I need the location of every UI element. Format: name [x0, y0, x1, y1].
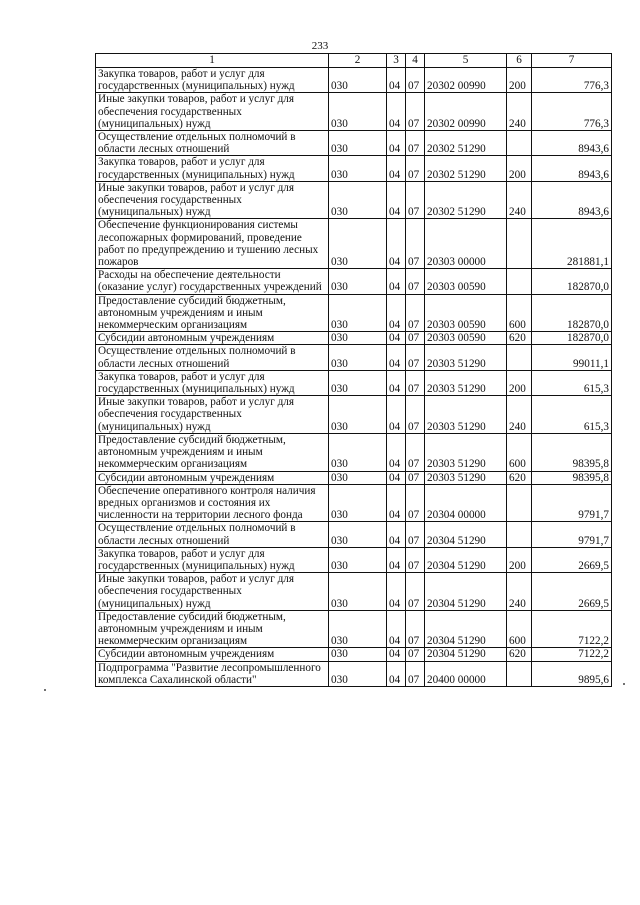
- row-target-code-cell: 20303 51290: [425, 433, 507, 471]
- row-amount-cell: 7122,2: [532, 648, 612, 661]
- row-code-cell: 030: [329, 93, 387, 131]
- row-subsection-cell: 07: [406, 648, 425, 661]
- row-subsection-cell: 07: [406, 294, 425, 332]
- row-amount-cell: 9791,7: [532, 484, 612, 522]
- row-section-cell: 04: [387, 332, 406, 345]
- row-amount-cell: 2669,5: [532, 573, 612, 611]
- table-row: [96, 294, 612, 332]
- row-code-cell: 030: [329, 345, 387, 370]
- row-target-code-cell: 20303 51290: [425, 345, 507, 370]
- table-row: [96, 610, 612, 648]
- table-row: [96, 648, 612, 661]
- row-section-cell: 04: [387, 269, 406, 294]
- table-row: [96, 269, 612, 294]
- table-row: [96, 471, 612, 484]
- row-amount-cell: 776,3: [532, 93, 612, 131]
- row-target-code-cell: 20304 51290: [425, 573, 507, 611]
- row-subsection-cell: 07: [406, 68, 425, 93]
- row-expense-type-cell: 620: [507, 471, 532, 484]
- table-row: [96, 573, 612, 611]
- row-amount-cell: 2669,5: [532, 547, 612, 572]
- row-subsection-cell: 07: [406, 93, 425, 131]
- table-row: [96, 661, 612, 686]
- budget-table: [95, 53, 612, 687]
- row-expense-type-cell: [507, 131, 532, 156]
- row-target-code-cell: 20302 51290: [425, 181, 507, 219]
- row-expense-type-cell: [507, 269, 532, 294]
- row-amount-cell: 9791,7: [532, 522, 612, 547]
- row-subsection-cell: 07: [406, 345, 425, 370]
- row-subsection-cell: 07: [406, 131, 425, 156]
- row-target-code-cell: 20303 51290: [425, 396, 507, 434]
- row-name-cell: Предоставление субсидий бюджетным, автономным учреждениям и иным некоммерческим организациям: [96, 294, 329, 332]
- row-section-cell: 04: [387, 294, 406, 332]
- row-name-cell: Субсидии автономным учреждениям: [96, 471, 329, 484]
- row-expense-type-cell: 600: [507, 433, 532, 471]
- row-name-cell: Расходы на обеспечение деятельности (оказание услуг) государственных учреждений: [96, 269, 329, 294]
- table-row: [96, 156, 612, 181]
- row-code-cell: 030: [329, 131, 387, 156]
- row-code-cell: 030: [329, 68, 387, 93]
- row-code-cell: 030: [329, 648, 387, 661]
- row-section-cell: 04: [387, 433, 406, 471]
- row-amount-cell: 182870,0: [532, 269, 612, 294]
- row-amount-cell: 98395,8: [532, 471, 612, 484]
- row-subsection-cell: 07: [406, 522, 425, 547]
- row-amount-cell: 615,3: [532, 396, 612, 434]
- row-amount-cell: 7122,2: [532, 610, 612, 648]
- row-name-cell: Осуществление отдельных полномочий в области лесных отношений: [96, 345, 329, 370]
- row-name-cell: Осуществление отдельных полномочий в области лесных отношений: [96, 522, 329, 547]
- row-code-cell: 030: [329, 332, 387, 345]
- row-subsection-cell: 07: [406, 573, 425, 611]
- row-name-cell: Субсидии автономным учреждениям: [96, 648, 329, 661]
- row-name-cell: Субсидии автономным учреждениям: [96, 332, 329, 345]
- row-section-cell: 04: [387, 156, 406, 181]
- row-code-cell: 030: [329, 547, 387, 572]
- row-target-code-cell: 20303 00590: [425, 332, 507, 345]
- row-section-cell: 04: [387, 131, 406, 156]
- row-name-cell: Предоставление субсидий бюджетным, автономным учреждениям и иным некоммерческим организациям: [96, 433, 329, 471]
- row-subsection-cell: 07: [406, 370, 425, 395]
- table-row: [96, 332, 612, 345]
- row-expense-type-cell: [507, 345, 532, 370]
- row-code-cell: 030: [329, 484, 387, 522]
- row-expense-type-cell: [507, 522, 532, 547]
- header-row: [96, 54, 612, 68]
- row-subsection-cell: 07: [406, 610, 425, 648]
- row-name-cell: Иные закупки товаров, работ и услуг для обеспечения государственных (муниципальных) нужд: [96, 181, 329, 219]
- row-target-code-cell: 20303 00000: [425, 219, 507, 269]
- row-expense-type-cell: 200: [507, 68, 532, 93]
- row-section-cell: 04: [387, 661, 406, 686]
- row-amount-cell: 98395,8: [532, 433, 612, 471]
- row-target-code-cell: 20303 00590: [425, 294, 507, 332]
- table-row: [96, 131, 612, 156]
- row-target-code-cell: 20400 00000: [425, 661, 507, 686]
- row-target-code-cell: 20302 51290: [425, 131, 507, 156]
- row-expense-type-cell: 200: [507, 370, 532, 395]
- row-code-cell: 030: [329, 219, 387, 269]
- row-name-cell: Иные закупки товаров, работ и услуг для обеспечения государственных (муниципальных) нужд: [96, 396, 329, 434]
- row-name-cell: Иные закупки товаров, работ и услуг для обеспечения государственных (муниципальных) нужд: [96, 573, 329, 611]
- row-name-cell: Закупка товаров, работ и услуг для государственных (муниципальных) нужд: [96, 370, 329, 395]
- row-section-cell: 04: [387, 547, 406, 572]
- row-expense-type-cell: 240: [507, 181, 532, 219]
- column-header-6: 6: [507, 54, 532, 68]
- row-name-cell: Закупка товаров, работ и услуг для государственных (муниципальных) нужд: [96, 156, 329, 181]
- row-subsection-cell: 07: [406, 396, 425, 434]
- row-amount-cell: 8943,6: [532, 181, 612, 219]
- column-header-7: 7: [532, 54, 612, 68]
- row-expense-type-cell: 240: [507, 573, 532, 611]
- row-amount-cell: 99011,1: [532, 345, 612, 370]
- row-target-code-cell: 20303 00590: [425, 269, 507, 294]
- row-expense-type-cell: 240: [507, 396, 532, 434]
- row-target-code-cell: 20302 00990: [425, 68, 507, 93]
- row-section-cell: 04: [387, 370, 406, 395]
- row-target-code-cell: 20302 51290: [425, 156, 507, 181]
- row-target-code-cell: 20304 00000: [425, 484, 507, 522]
- table-row: [96, 370, 612, 395]
- row-expense-type-cell: 200: [507, 156, 532, 181]
- row-section-cell: 04: [387, 68, 406, 93]
- row-expense-type-cell: [507, 219, 532, 269]
- scan-speck: [44, 689, 46, 691]
- row-amount-cell: 182870,0: [532, 332, 612, 345]
- row-name-cell: Закупка товаров, работ и услуг для государственных (муниципальных) нужд: [96, 68, 329, 93]
- row-name-cell: Осуществление отдельных полномочий в области лесных отношений: [96, 131, 329, 156]
- row-amount-cell: 776,3: [532, 68, 612, 93]
- row-expense-type-cell: 620: [507, 332, 532, 345]
- row-code-cell: 030: [329, 471, 387, 484]
- row-subsection-cell: 07: [406, 661, 425, 686]
- row-subsection-cell: 07: [406, 332, 425, 345]
- row-code-cell: 030: [329, 610, 387, 648]
- row-code-cell: 030: [329, 522, 387, 547]
- row-section-cell: 04: [387, 345, 406, 370]
- row-name-cell: Подпрограмма "Развитие лесопромышленного комплекса Сахалинской области": [96, 661, 329, 686]
- row-code-cell: 030: [329, 181, 387, 219]
- column-header-1: 1: [96, 54, 329, 68]
- row-target-code-cell: 20304 51290: [425, 610, 507, 648]
- row-amount-cell: 182870,0: [532, 294, 612, 332]
- table-row: [96, 93, 612, 131]
- row-code-cell: 030: [329, 156, 387, 181]
- row-expense-type-cell: [507, 484, 532, 522]
- row-amount-cell: 281881,1: [532, 219, 612, 269]
- row-amount-cell: 8943,6: [532, 156, 612, 181]
- row-target-code-cell: 20304 51290: [425, 522, 507, 547]
- row-code-cell: 030: [329, 433, 387, 471]
- row-code-cell: 030: [329, 269, 387, 294]
- row-name-cell: Предоставление субсидий бюджетным, автономным учреждениям и иным некоммерческим организациям: [96, 610, 329, 648]
- row-section-cell: 04: [387, 484, 406, 522]
- row-expense-type-cell: [507, 661, 532, 686]
- row-section-cell: 04: [387, 93, 406, 131]
- table-row: [96, 181, 612, 219]
- table-row: [96, 396, 612, 434]
- row-subsection-cell: 07: [406, 471, 425, 484]
- row-section-cell: 04: [387, 471, 406, 484]
- row-amount-cell: 9895,6: [532, 661, 612, 686]
- table-row: [96, 219, 612, 269]
- row-code-cell: 030: [329, 573, 387, 611]
- row-expense-type-cell: 620: [507, 648, 532, 661]
- row-subsection-cell: 07: [406, 269, 425, 294]
- scan-speck: [623, 683, 625, 685]
- row-expense-type-cell: 600: [507, 294, 532, 332]
- row-subsection-cell: 07: [406, 433, 425, 471]
- row-expense-type-cell: 600: [507, 610, 532, 648]
- column-header-5: 5: [425, 54, 507, 68]
- row-code-cell: 030: [329, 294, 387, 332]
- table-row: [96, 522, 612, 547]
- table-row: [96, 547, 612, 572]
- row-section-cell: 04: [387, 648, 406, 661]
- table-body: [96, 68, 612, 687]
- table-row: [96, 484, 612, 522]
- row-expense-type-cell: 240: [507, 93, 532, 131]
- page-number: 233: [311, 40, 329, 52]
- column-header-4: 4: [406, 54, 425, 68]
- table-row: [96, 68, 612, 93]
- column-header-3: 3: [387, 54, 406, 68]
- table-row: [96, 433, 612, 471]
- row-section-cell: 04: [387, 219, 406, 269]
- row-subsection-cell: 07: [406, 484, 425, 522]
- row-subsection-cell: 07: [406, 547, 425, 572]
- row-amount-cell: 8943,6: [532, 131, 612, 156]
- row-code-cell: 030: [329, 370, 387, 395]
- row-section-cell: 04: [387, 573, 406, 611]
- row-name-cell: Обеспечение оперативного контроля наличия вредных организмов и состояния их численности на территории лесного фонда: [96, 484, 329, 522]
- row-code-cell: 030: [329, 396, 387, 434]
- row-code-cell: 030: [329, 661, 387, 686]
- row-name-cell: Иные закупки товаров, работ и услуг для обеспечения государственных (муниципальных) нужд: [96, 93, 329, 131]
- row-section-cell: 04: [387, 522, 406, 547]
- row-amount-cell: 615,3: [532, 370, 612, 395]
- column-header-2: 2: [329, 54, 387, 68]
- row-target-code-cell: 20303 51290: [425, 471, 507, 484]
- row-target-code-cell: 20302 00990: [425, 93, 507, 131]
- row-expense-type-cell: 200: [507, 547, 532, 572]
- row-target-code-cell: 20304 51290: [425, 547, 507, 572]
- row-subsection-cell: 07: [406, 219, 425, 269]
- table-header: [96, 54, 612, 68]
- row-name-cell: Обеспечение функционирования системы лесопожарных формирований, проведение работ по предупреждению и тушению лесных пожаров: [96, 219, 329, 269]
- table-row: [96, 345, 612, 370]
- row-section-cell: 04: [387, 396, 406, 434]
- row-target-code-cell: 20304 51290: [425, 648, 507, 661]
- row-subsection-cell: 07: [406, 181, 425, 219]
- row-target-code-cell: 20303 51290: [425, 370, 507, 395]
- row-name-cell: Закупка товаров, работ и услуг для государственных (муниципальных) нужд: [96, 547, 329, 572]
- row-subsection-cell: 07: [406, 156, 425, 181]
- row-section-cell: 04: [387, 181, 406, 219]
- row-section-cell: 04: [387, 610, 406, 648]
